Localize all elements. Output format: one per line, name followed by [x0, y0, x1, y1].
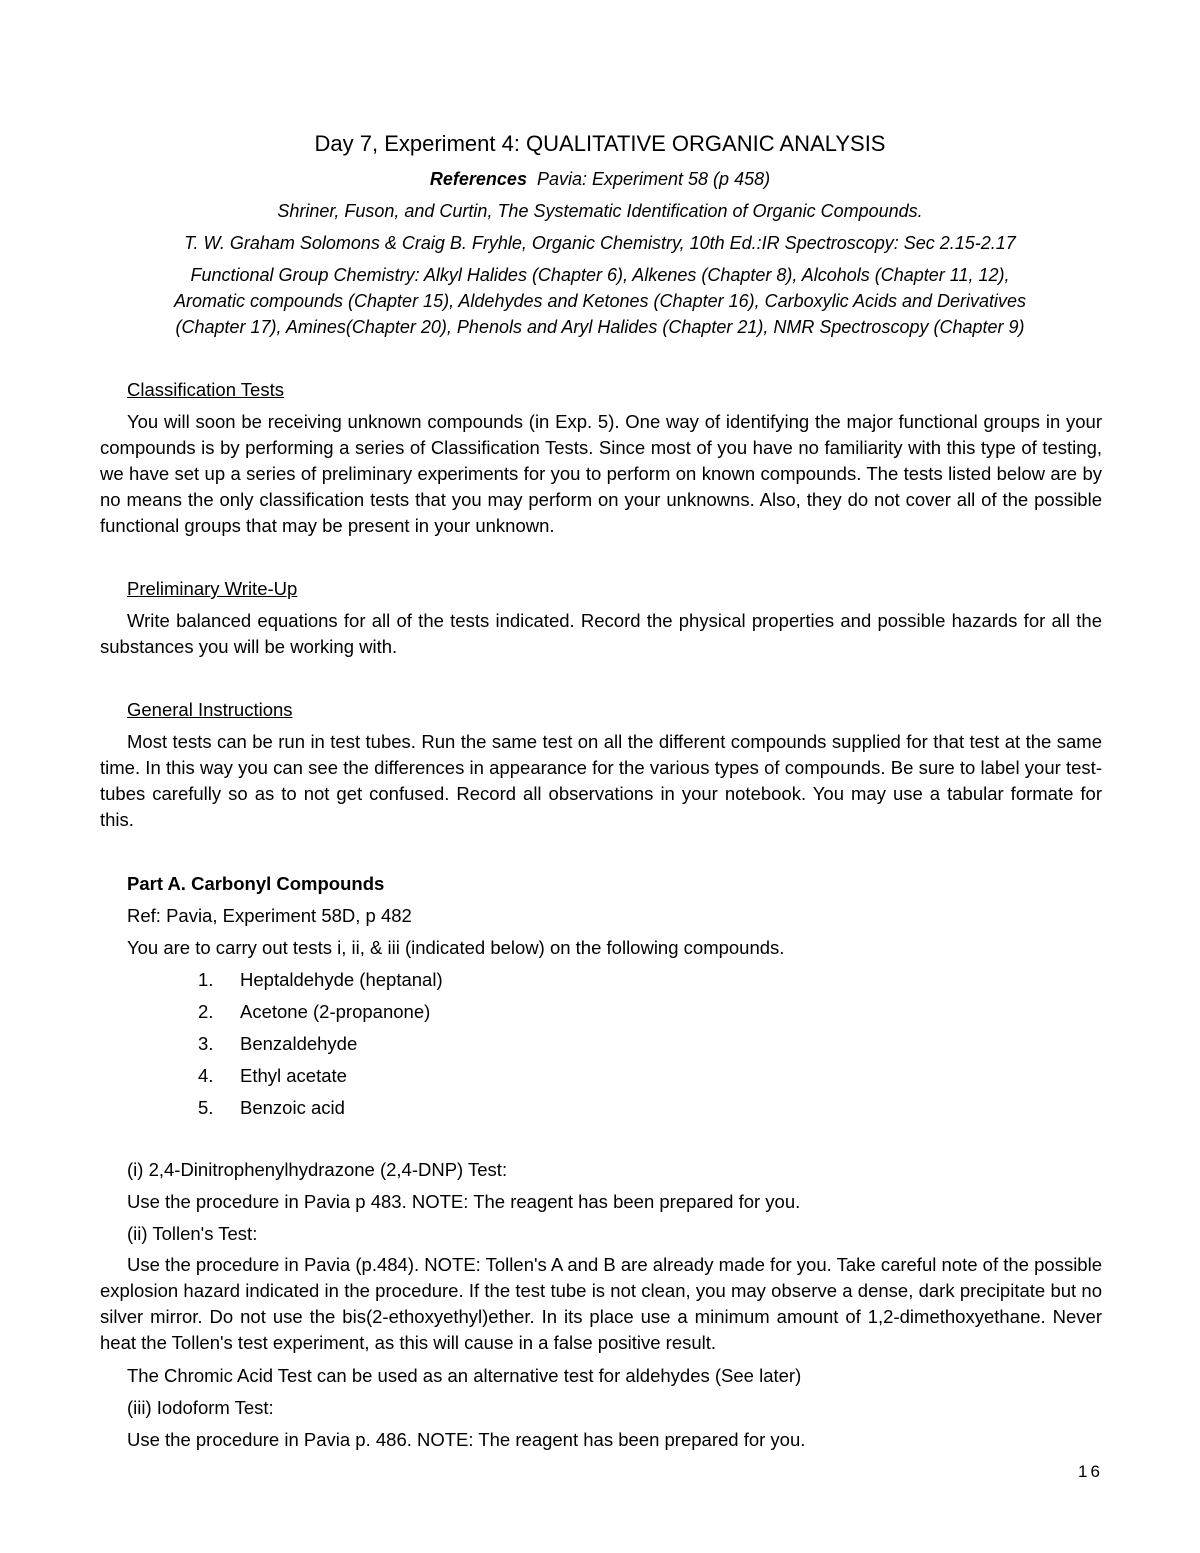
- reference-solomons: T. W. Graham Solomons & Craig B. Fryhle, Organic Chemistry, 10th Ed.:IR Spectroscopy: Sec 2.15-2.17: [184, 233, 1016, 253]
- classification-text: You will soon be receiving unknown compounds (in Exp. 5). One way of identifying the major functional groups in your compounds is by performing a series of Classification Tests. Since most of you have no familiarity with this type of testing, we have set up a series of preliminary experiments for you to perform on known compounds. The tests listed below are by no means the only classification tests that you may perform on your unknowns. Also, they do not cover all of the possible functional groups that may be present in your unknown.: [100, 411, 1102, 536]
- list-item: Benzoic acid: [240, 1097, 345, 1118]
- test-tollens-text: Use the procedure in Pavia (p.484). NOTE: Tollen's A and B are already made for you. Take careful note of the possible explosion hazard indicated in the procedure. If the test tube is not clean, you may observe a dense, dark precipitate but no silver mirror. Do not use the bis(2-ethoxyethyl)ether. In its place use a minimum amount of 1,2-dimethoxyethane. Never heat the Tollen's test experiment, as this will cause in a false positive result.: [100, 1254, 1102, 1353]
- general-heading: General Instructions: [127, 699, 293, 720]
- general-paragraph: [100, 729, 1102, 833]
- list-item: Ethyl acetate: [240, 1065, 347, 1086]
- writeup-heading: Preliminary Write-Up: [127, 578, 298, 599]
- test-dnp-text: Use the procedure in Pavia p 483. NOTE: The reagent has been prepared for you.: [127, 1191, 801, 1212]
- list-number: 1.: [198, 969, 214, 990]
- references-label: References: [429, 169, 527, 189]
- test-tollens-title: (ii) Tollen's Test:: [127, 1223, 258, 1244]
- list-number: 3.: [198, 1033, 214, 1054]
- part-a-ref: Ref: Pavia, Experiment 58D, p 482: [127, 905, 412, 926]
- test-dnp-title: (i) 2,4-Dinitrophenylhydrazone (2,4-DNP) Test:: [127, 1159, 508, 1180]
- writeup-paragraph: [100, 608, 1102, 660]
- references-line: [0, 167, 1200, 191]
- test-iodoform-title: (iii) Iodoform Test:: [127, 1397, 274, 1418]
- part-a-intro: You are to carry out tests i, ii, & iii (indicated below) on the following compounds.: [127, 937, 785, 958]
- reference-functional-3: (Chapter 17), Amines(Chapter 20), Phenols and Aryl Halides (Chapter 21), NMR Spectroscopy (Chapter 9): [175, 317, 1025, 337]
- part-a-heading: Part A. Carbonyl Compounds: [127, 873, 385, 894]
- list-item: Benzaldehyde: [240, 1033, 358, 1054]
- list-number: 4.: [198, 1065, 214, 1086]
- list-number: 2.: [198, 1001, 214, 1022]
- writeup-text: Write balanced equations for all of the tests indicated. Record the physical properties and possible hazards for all the substances you will be working with.: [100, 610, 1102, 657]
- list-number: 5.: [198, 1097, 214, 1118]
- classification-paragraph: [100, 409, 1102, 539]
- page-title: Day 7, Experiment 4: QUALITATIVE ORGANIC ANALYSIS: [314, 131, 886, 156]
- chromic-acid-note: The Chromic Acid Test can be used as an alternative test for aldehydes (See later): [127, 1365, 802, 1386]
- reference-pavia: Pavia: Experiment 58 (p 458): [536, 169, 771, 189]
- general-text: Most tests can be run in test tubes. Run the same test on all the different compounds supplied for that test at the same time. In this way you can see the differences in appearance for the various types of compounds. Be sure to label your test-tubes carefully so as to not get confused. Record all observations in your notebook. You may use a tabular formate for this.: [100, 731, 1102, 830]
- reference-functional-1: Functional Group Chemistry: Alkyl Halides (Chapter 6), Alkenes (Chapter 8), Alcohols (Chapter 11, 12),: [190, 265, 1010, 285]
- list-item: Heptaldehyde (heptanal): [240, 969, 443, 990]
- reference-shriner: Shriner, Fuson, and Curtin, The Systematic Identification of Organic Compounds.: [277, 201, 923, 221]
- classification-heading: Classification Tests: [127, 379, 284, 400]
- test-tollens-paragraph: [100, 1252, 1102, 1356]
- page-number: 16: [1078, 1462, 1103, 1481]
- list-item: Acetone (2-propanone): [240, 1001, 431, 1022]
- reference-functional-2: Aromatic compounds (Chapter 15), Aldehydes and Ketones (Chapter 16), Carboxylic Acids and Derivatives: [173, 291, 1027, 311]
- test-iodoform-text: Use the procedure in Pavia p. 486. NOTE: The reagent has been prepared for you.: [127, 1429, 806, 1450]
